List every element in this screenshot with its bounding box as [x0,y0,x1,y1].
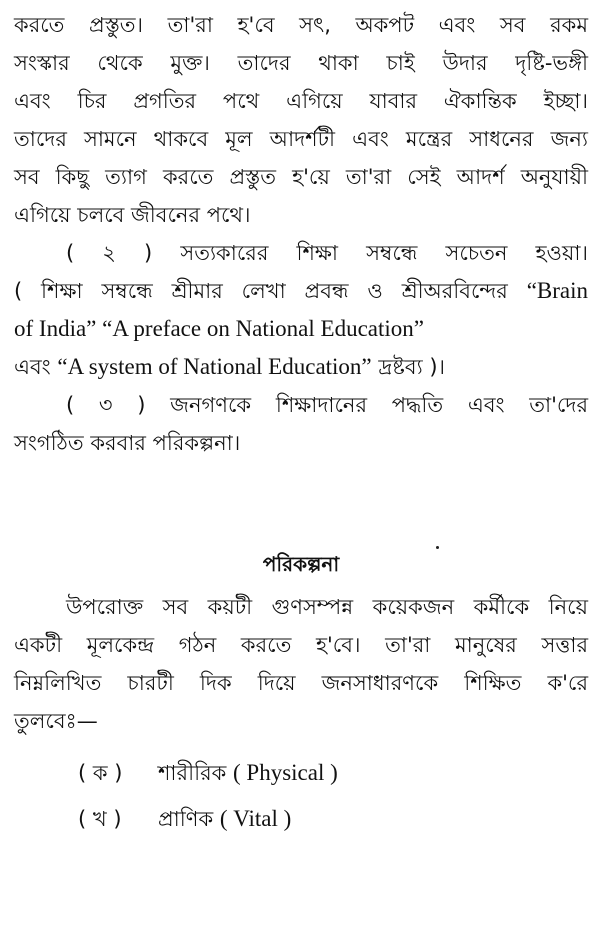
paragraph-line: তাদের সামনে থাকবে মূল আদর্শটী এবং মন্ত্রের সাধনের জন্য [14,127,588,151]
paragraph-2 [14,234,588,386]
paragraph-line [14,348,588,386]
list-label-bengali: প্রাণিক [158,807,214,831]
list-label-english: ( Vital ) [219,806,292,831]
paragraph-4 [14,588,588,740]
english-title-text: of India” “A preface on National Education” [14,316,424,341]
paragraph-line: সব কিছু ত্যাগ করতে প্রস্তুত হ'য়ে তা'রা সেই আদর্শ অনুযায়ী [14,165,588,189]
english-title-text: “A system of National Education” [57,354,372,379]
aspect-list [14,750,588,842]
page-body [14,6,588,842]
list-marker: ( ক ) [78,761,123,785]
list-label-bengali: শারীরিক [158,761,227,785]
paragraph-line [14,272,588,310]
paragraph-line: করতে প্রস্তুত। তা'রা হ'বে সৎ, অকপট এবং সব রকম [14,13,588,37]
list-item [14,750,588,796]
paragraph-line: একটী মূলকেন্দ্র গঠন করতে হ'বে। তা'রা মানুষের সত্তার [14,633,588,657]
bengali-text: ( শিক্ষা সম্বন্ধে শ্রীমার লেখা প্রবন্ধ ও শ্রীঅরবিন্দের [14,279,527,303]
stray-ink-dot [436,546,439,549]
paragraph-line: ( ৩ ) জনগণকে শিক্ষাদানের পদ্ধতি এবং তা'দের [66,393,588,417]
bengali-text: দ্রষ্টব্য )। [371,355,446,379]
paragraph-line: সংগঠিত করবার পরিকল্পনা। [14,431,241,455]
section-spacer [14,462,588,534]
paragraph-line: এগিয়ে চলবে জীবনের পথে। [14,203,251,227]
paragraph-line: এবং চির প্রগতির পথে এগিয়ে যাবার ঐকান্তিক ইচ্ছা। [14,89,588,113]
paragraph-3 [14,386,588,462]
paragraph-line: তুলবেঃ— [14,709,98,733]
paragraph-line: নিম্নলিখিত চারটী দিক দিয়ে জনসাধারণকে শিক্ষিত ক'রে [14,671,588,695]
list-label-english: ( Physical ) [233,760,338,785]
bengali-text: এবং [14,355,58,379]
english-title-text: “Brain [526,278,588,303]
list-marker: ( খ ) [78,807,122,831]
paragraph-line: উপরোক্ত সব কয়টী গুণসম্পন্ন কয়েকজন কর্মীকে নিয়ে [66,595,588,619]
list-item [14,796,588,842]
paragraph-line: ( ২ ) সত্যকারের শিক্ষা সম্বন্ধে সচেতন হওয়া। [66,241,588,265]
section-heading: পরিকল্পনা [262,552,340,576]
paragraph-1 [14,6,588,234]
paragraph-line: সংস্কার থেকে মুক্ত। তাদের থাকা চাই উদার দৃষ্টি-ভঙ্গী [14,51,588,75]
